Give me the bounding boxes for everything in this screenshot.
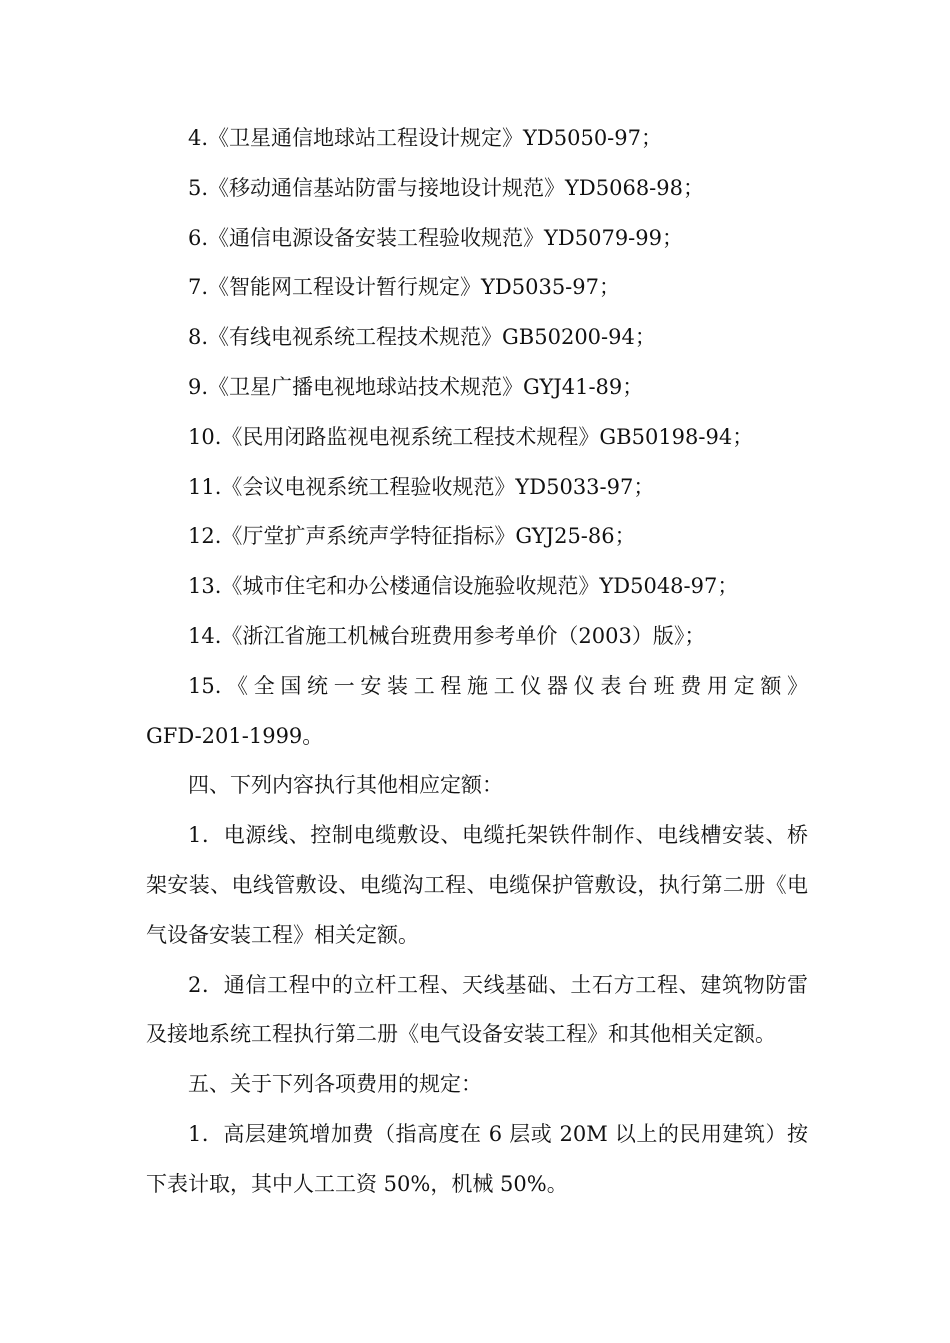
paragraph-standard-5: 5.《移动通信基站防雷与接地设计规范》YD5068-98；	[188, 175, 704, 200]
paragraph-standard-14: 14.《浙江省施工机械台班费用参考单价（2003）版》；	[188, 623, 706, 648]
paragraph-standard-11: 11.《会议电视系统工程验收规范》YD5033-97；	[188, 474, 655, 499]
paragraph-item-2-telecom: 2．通信工程中的立杆工程、天线基础、土石方工程、建筑物防雷及接地系统工程执行第二册《电气设备安装工程》和其他相关定额。	[146, 972, 808, 1047]
paragraph-standard-15: 15.《全国统一安装工程施工仪器仪表台班费用定额》	[188, 673, 808, 698]
paragraph-standard-13: 13.《城市住宅和办公楼通信设施验收规范》YD5048-97；	[188, 574, 739, 599]
paragraph-standard-4: 4.《卫星通信地球站工程设计规定》YD5050-97；	[188, 126, 662, 150]
paragraph-standard-7: 7.《智能网工程设计暂行规定》YD5035-97；	[188, 275, 620, 300]
section-heading-4: 四、下列内容执行其他相应定额：	[188, 773, 503, 798]
paragraph-standard-9: 9.《卫星广播电视地球站技术规范》GYJ41-89；	[188, 374, 644, 399]
paragraph-standard-6: 6.《通信电源设备安装工程验收规范》YD5079-99；	[188, 225, 683, 250]
paragraph-standard-15-code: GFD-201-1999。	[146, 723, 324, 748]
paragraph-item-1-electrical: 1．电源线、控制电缆敷设、电缆托架铁件制作、电线槽安装、桥架安装、电线管敷设、电缆沟工程、电缆保护管敷设，执行第二册《电气设备安装工程》相关定额。	[146, 823, 808, 947]
paragraph-standard-10: 10.《民用闭路监视电视系统工程技术规程》GB50198-94；	[188, 424, 754, 449]
paragraph-standard-8: 8.《有线电视系统工程技术规范》GB50200-94；	[188, 325, 656, 350]
paragraph-item-1-highrise-fee: 1．高层建筑增加费（指高度在 6 层或 20M 以上的民用建筑）按下表计取，其中人工工资 50%，机械 50%。	[146, 1121, 808, 1196]
section-heading-5: 五、关于下列各项费用的规定：	[188, 1072, 482, 1097]
document-body	[146, 114, 808, 1210]
paragraph-standard-12: 12.《厅堂扩声系统声学特征指标》GYJ25-86；	[188, 524, 636, 549]
